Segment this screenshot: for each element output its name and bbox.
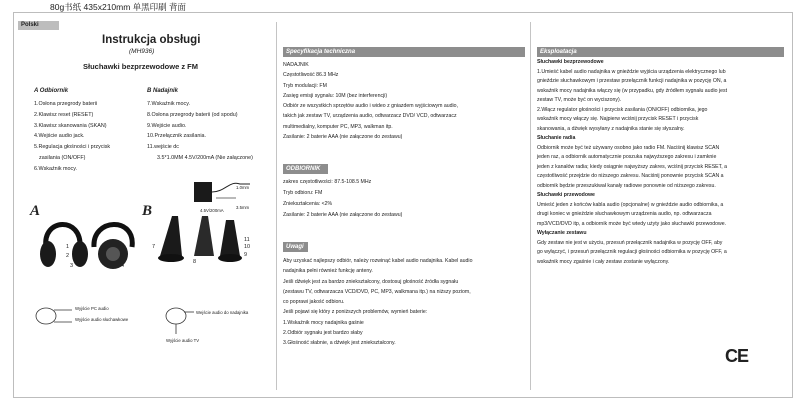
left-earcup: [40, 241, 56, 267]
callout-10: 10: [244, 244, 251, 250]
adapter-voltage-label: 4.5V/200mA: [200, 208, 224, 213]
list-item: co poprawi jakość odbioru.: [283, 299, 345, 306]
notes-block: [283, 256, 523, 349]
adapter-body: [194, 182, 212, 202]
list-item: Odbiornik może być też używany osobno jako radio FM. Naciśnij klawisz SCAN: [537, 144, 720, 151]
list-item: takich jak zestaw TV, urządzenia audio, odtwarzacz DVD/ VCD, odtwarzacz: [283, 113, 457, 120]
callout-1: 1: [66, 244, 70, 250]
list-item: zasilania (ON/OFF): [39, 154, 86, 161]
list-item: Częstotliwość 86.3 MHz: [283, 72, 339, 79]
adapter-pin-label: 1.0mm: [236, 185, 250, 190]
list-item: 3.Klawisz skanowania (SKAN): [34, 122, 107, 129]
manual-subtitle: Słuchawki bezprzewodowe z FM: [83, 62, 199, 71]
list-item: Umieść jeden z końców kabla audio (opcjonalne) w gnieździe audio odbiornika, a: [537, 201, 724, 208]
section-title: Słuchanie radia: [537, 135, 576, 141]
language-tab: Polski: [18, 21, 59, 30]
list-item: 8.Osłona przegrody baterii (od spodu): [147, 111, 238, 118]
callout-6: 6: [120, 253, 124, 259]
list-item: odbiornik będzie przeszukiwał kanały radiowe ponownie od niższego zakresu.: [537, 182, 716, 189]
list-item: drugi koniec w gnieździe słuchawkowym urządzenia audio, np. odtwarzacza: [537, 211, 712, 217]
list-item: zestaw TV, może być on wyciszony).: [537, 97, 622, 103]
pc-audio-label: Wyjście PC audio: [75, 306, 109, 311]
list-item: Zasilanie: 2 baterie AAA (nie załączone do zestawu): [283, 134, 403, 141]
callout-3: 3: [70, 263, 74, 269]
list-item: gnieździe słuchawkowym i przestaw przełącznik funkcji nadajnika w pozycję ON, a: [537, 78, 727, 84]
exploit-header: Eksploatacja: [537, 47, 784, 57]
callout-4: 4: [121, 263, 125, 269]
list-item: Aby uzyskać najlepszy odbiór, należy rozwinąć kabel audio nadajnika. Kabel audio: [283, 258, 473, 264]
list-item: Zasilanie: 2 baterie AAA (nie załączone do zestawu): [283, 212, 403, 218]
right-earcup: [72, 241, 88, 267]
receiver-spec-header: ODBIORNIK: [283, 164, 328, 174]
headphone-audio-label: Wyjście audio słuchawkowe: [75, 317, 129, 322]
list-item: zakres częstotliwości: 87.5-108.5 MHz: [283, 179, 372, 185]
list-item: (zestawu TV, odtwarzacza VCD/DVD, PC, MP3, walkmana itp.) na niższy poziom,: [283, 288, 471, 295]
list-item: wskaźnik mocy nadajnika włączy się (w przypadku, gdy źródłem sygnału audio jest: [537, 87, 728, 94]
list-item: nadajnika pełni również funkcję anteny.: [283, 268, 373, 275]
list-item: 1.Wskaźnik mocy nadajnika gaśnie: [283, 319, 364, 326]
receiver-spec-block: [283, 177, 523, 221]
list-item: Zasięg emisji sygnału: 10M (bez interferencji): [283, 92, 388, 99]
list-item: 1.Osłona przegrody baterii: [34, 101, 98, 107]
list-item: Tryb odbioru: FM: [283, 190, 323, 196]
section-title: Wyłączanie zestawu: [537, 230, 587, 236]
tv-cable-loop: [166, 308, 186, 324]
adapter-plug-label: 3.5mm: [236, 205, 250, 210]
manual-title: Instrukcja obsługi: [102, 34, 201, 46]
transmitter-back: [220, 220, 240, 256]
pc-cable-loop: [36, 308, 56, 324]
receiver-parts-list: [34, 99, 144, 175]
cable-illustrations: [34, 300, 269, 344]
list-item: wskaźnik mocy włączy się. Najpierw wciśnij przycisk RESET i przycisk: [537, 116, 699, 122]
list-item: 5.Regulacja głośności i przycisk: [34, 144, 111, 151]
list-item: 2.Klawisz reset (RESET): [34, 111, 94, 118]
list-item: 6.Wskaźnik mocy.: [34, 165, 78, 172]
list-item: go wyłączyć, i przesuń przełącznik regulacji głośności odbiornika w pozycję OFF, a: [537, 249, 727, 255]
transmitter-side: [194, 216, 214, 256]
list-item: 2.Odbiór sygnału jest bardzo słaby: [283, 330, 363, 337]
column-divider-2: [530, 22, 531, 390]
callout-2: 2: [66, 253, 70, 259]
callout-8: 8: [193, 259, 197, 265]
list-item: Tryb modulacji: FM: [283, 82, 327, 89]
list-item: 2.Włącz regulator głośności i przycisk zasilania (ON/OFF) odbiornika, jego: [537, 106, 708, 113]
figure-b-label: B: [142, 203, 153, 219]
list-item: wskaźnik mocy zgaśnie i cały zestaw zostanie wyłączony.: [537, 258, 670, 265]
list-item: Zniekształcenia: <2%: [283, 201, 333, 207]
list-item: 3.Głośność słabnie, a dźwięk jest zniekształcony.: [283, 340, 396, 347]
list-item: 11.wejście dc: [147, 144, 179, 151]
transmitter-header: B Nadajnik: [147, 88, 179, 94]
list-item: Gdy zestaw nie jest w użyciu, przesuń przełącznik nadajnika w pozycję OFF, aby: [537, 239, 723, 246]
transmitter-parts-list: [147, 99, 272, 164]
transmitter-illustration: [150, 208, 250, 270]
spec-header: Specyfikacja techniczna: [283, 47, 525, 57]
callout-5: 5: [120, 244, 124, 250]
section-title: Słuchawki przewodowe: [537, 192, 595, 198]
list-item: 1.Umieść kabel audio nadajnika w gnieździe wyjścia urządzenia elektrycznego lub: [537, 68, 726, 75]
audio-in-label: Wejście audio do nadajnika: [196, 310, 249, 315]
list-item: 3.5*1.0MM 4.5V/200mA (Nie załączone): [157, 154, 253, 161]
spec-transmitter-title: NADAJNIK: [283, 62, 309, 68]
list-item: 4.Wejście audio jack.: [34, 133, 85, 140]
list-item: 9.Wejście audio.: [147, 122, 187, 129]
section-title: Słuchawki bezprzewodowe: [537, 59, 604, 65]
notes-header: Uwagi: [283, 242, 308, 252]
callout-9: 9: [244, 252, 248, 258]
list-item: 7.Wskaźnik mocy.: [147, 101, 191, 107]
exploit-block: [537, 58, 783, 267]
figure-a-label: A: [30, 203, 41, 219]
column-divider-1: [276, 22, 277, 390]
transmitter-front: [160, 216, 182, 256]
list-item: jeden raz, a odbiornik automatycznie poszuka najwyższego zakresu i zamknie: [537, 154, 717, 160]
callout-11: 11: [244, 237, 250, 243]
print-spec-note: 80g书纸 435x210mm 单黑印刷 背面: [50, 2, 187, 12]
list-item: Jeśli dźwięk jest za bardzo zniekształcony, dostosuj głośność źródła sygnału: [283, 278, 459, 285]
list-item: skanowania, a dźwięk wysyłany z nadajnika stanie się słyszalny.: [537, 125, 685, 132]
tv-audio-label: Wyjście audio TV: [166, 338, 200, 343]
ce-mark: CE: [725, 346, 749, 366]
list-item: Jeśli pojawi się który z poniższych problemów, wymień baterie:: [283, 309, 428, 316]
list-item: mp3/VCD/DVD itp, a odbiornik może być wtedy użyty jako słuchawki przewodowe.: [537, 220, 727, 227]
model-number: (MH936): [129, 48, 155, 55]
list-item: 10.Przełącznik zasilania.: [147, 133, 207, 140]
list-item: jeden z kanałów radia; kiedy osiągnie najwyższy zakres, wciśnij przycisk RESET, a: [537, 163, 727, 170]
list-item: multimedialny, komputer PC, MP3, walkman itp.: [283, 123, 393, 130]
list-item: częstotliwość przejdzie do niższego zakresu. Naciśnij ponownie przycisk SCAN a: [537, 173, 724, 179]
receiver-header: A Odbiornik: [34, 88, 69, 94]
list-item: Odbiór ze wszystkich sprzętów audio i wideo z gniazdem wyjściowym audio,: [283, 103, 459, 110]
callout-7: 7: [152, 244, 156, 250]
spec-transmitter-block: [283, 60, 523, 142]
